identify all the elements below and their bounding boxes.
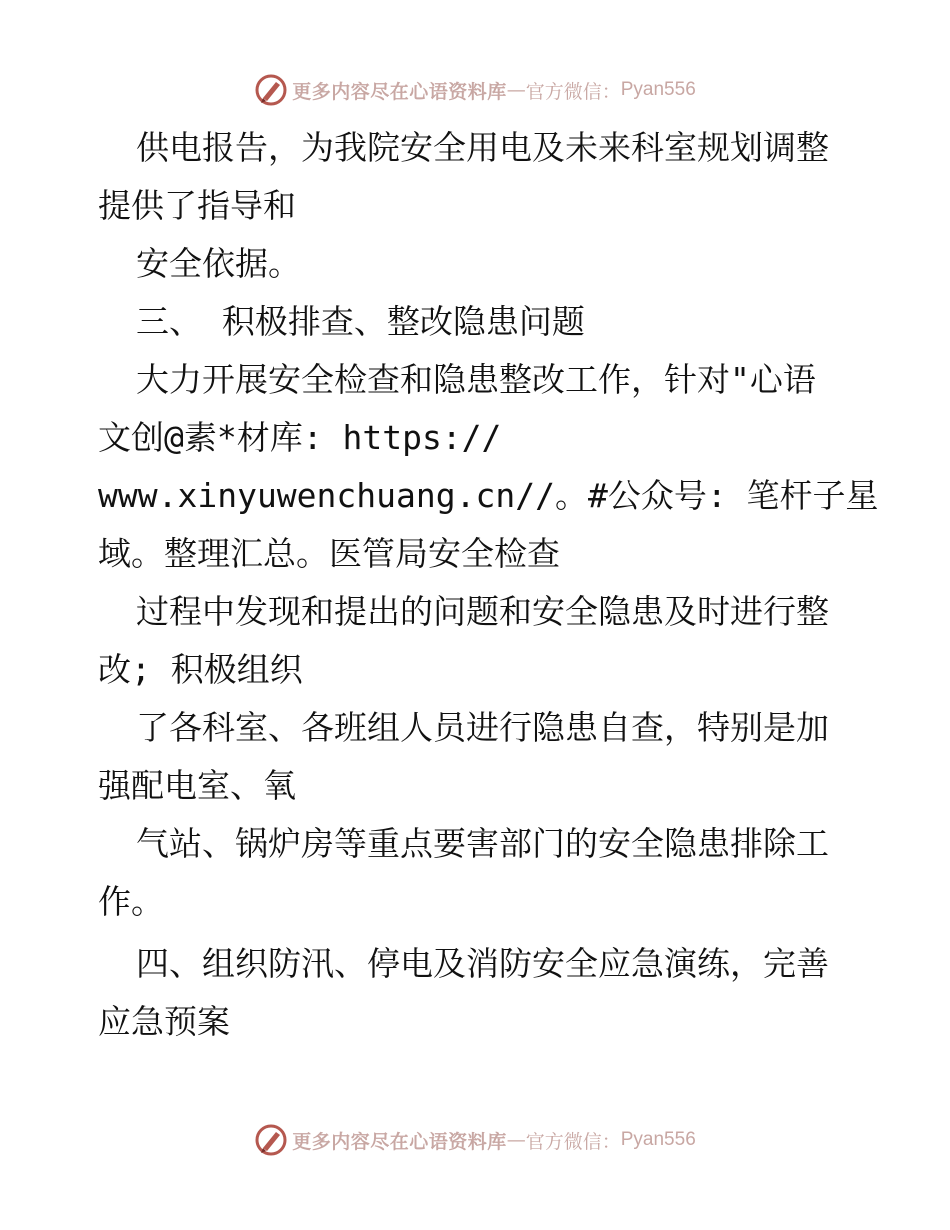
paragraph-line: 过程中发现和提出的问题和安全隐患及时进行整 [136,592,829,631]
footer-watermark [0,1120,950,1160]
header-watermark [0,70,950,110]
paragraph-line: 文创@素*材库: https:// [98,418,502,457]
paragraph-line: 域。整理汇总。医管局安全检查 [98,534,560,573]
watermark-separator: — [506,79,526,101]
paragraph-line: 作。 [98,882,164,921]
watermark-separator: — [506,1129,526,1151]
section-heading: 四、组织防汛、停电及消防安全应急演练，完善 [136,944,829,983]
paragraph-line: 提供了指导和 [98,186,296,225]
paragraph-line: 供电报告，为我院安全用电及未来科室规划调整 [136,128,829,167]
watermark-wechat-id: Pyan556 [620,1129,696,1150]
watermark-brand: 更多内容尽在心语资料库 [292,80,507,103]
watermark-brand: 更多内容尽在心语资料库 [292,1130,507,1153]
paragraph-line: 了各科室、各班组人员进行隐患自查，特别是加 [136,708,829,747]
paragraph-line: 强配电室、氧 [98,766,296,805]
paragraph-line: 改; 积极组织 [98,650,303,689]
section-heading: 三、 积极排查、整改隐患问题 [136,302,585,341]
paragraph-line: 大力开展安全检查和隐患整改工作，针对"心语 [136,360,816,399]
watermark-wechat-id: Pyan556 [620,79,696,100]
watermark-official-label: 官方微信： [525,1130,621,1153]
paragraph-line: 应急预案 [98,1002,230,1041]
paragraph-line: www.xinyuwenchuang.cn//。#公众号: 笔杆子星 [98,476,879,515]
paragraph-line: 气站、锅炉房等重点要害部门的安全隐患排除工 [136,824,829,863]
watermark-official-label: 官方微信： [525,80,621,103]
pen-logo-icon [254,1123,288,1157]
pen-logo-icon [254,73,288,107]
paragraph-line: 安全依据。 [136,244,301,283]
